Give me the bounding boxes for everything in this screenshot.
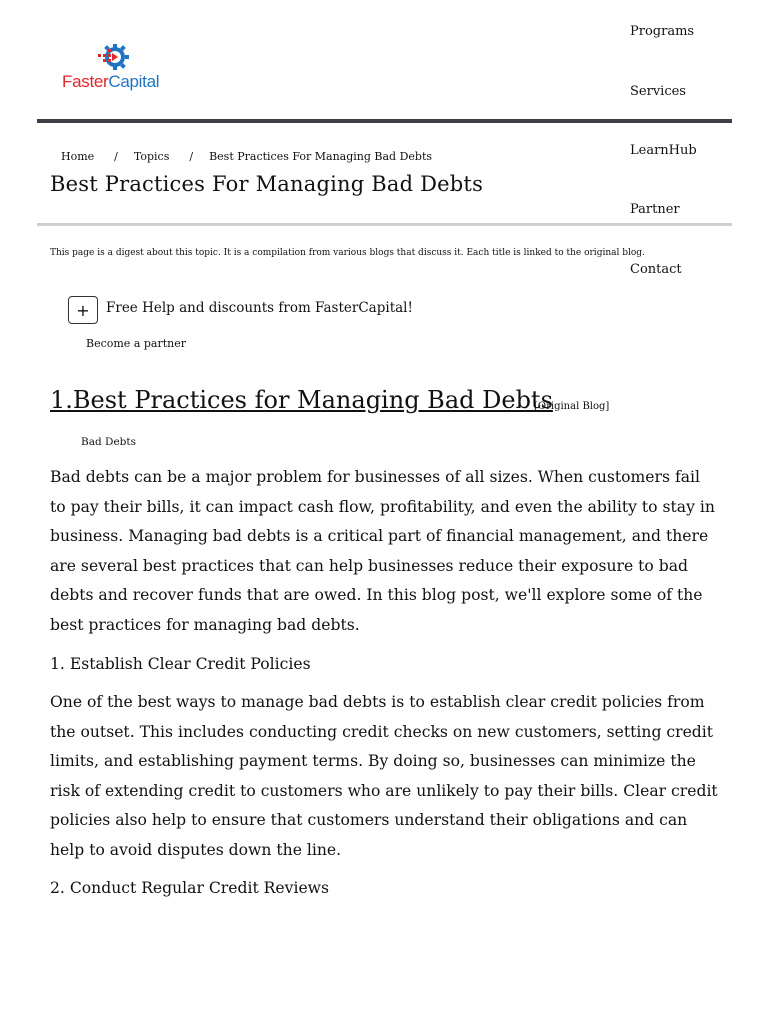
nav-item-partner[interactable]: Partner <box>630 202 680 217</box>
paragraph-text: , and establishing payment terms. By doing so, businesses can minimize the risk of <box>50 752 696 800</box>
list-heading-2 <box>50 874 720 904</box>
link-setting-credit-limits[interactable]: setting credit limits <box>50 722 714 770</box>
fastercapital-logo[interactable] <box>62 42 172 96</box>
gear-icon <box>96 42 130 72</box>
list-number: 1. <box>50 655 70 673</box>
paragraph-text: One of the best ways to manage bad debts is to establish clear credit policies from the outset. This includes conducting credit checks on new customers, <box>50 693 705 741</box>
page-title: Best Practices For Managing Bad Debts <box>50 172 484 196</box>
paragraph-text: and recover funds that are owed. In this blog post, we'll explore some of the best practices for managing <box>50 586 703 634</box>
link-extending-credit-to-customers[interactable]: extending credit to customers <box>104 781 343 800</box>
plus-icon: + <box>76 300 90 320</box>
paragraph-text: Bad debts can be a major problem for businesses of all sizes. When customers fail to pay their bills, it can <box>50 468 700 516</box>
paragraph-text: . <box>354 615 360 634</box>
breadcrumb <box>61 150 432 163</box>
paragraph-intro <box>50 463 720 640</box>
nav-item-programs[interactable]: Programs <box>630 24 695 39</box>
breadcrumb-topics[interactable]: Topics <box>133 150 170 163</box>
nav-item-contact[interactable]: Contact <box>630 262 682 277</box>
title-divider <box>37 223 732 226</box>
link-conduct-regular-credit-reviews[interactable]: Conduct Regular Credit Reviews <box>69 879 330 897</box>
paragraph-credit-policies <box>50 688 720 865</box>
link-establish-clear-credit-policies[interactable]: Establish Clear Credit Policies <box>69 655 311 673</box>
list-heading-1 <box>50 650 720 680</box>
logo-text-capital: Capital <box>108 72 160 91</box>
paragraph-text: , profitability, and even the ability to stay in business. <box>50 497 715 545</box>
nav-item-learnhub[interactable]: LearnHub <box>630 143 697 158</box>
link-bad-debts[interactable]: bad debts <box>50 556 689 604</box>
paragraph-text: who are unlikely to pay their bills. <box>342 781 624 800</box>
breadcrumb-home[interactable]: Home <box>61 150 95 163</box>
logo-text-faster: Faster <box>62 72 109 91</box>
breadcrumb-separator: / <box>114 150 118 163</box>
section-heading-link[interactable]: 1.Best Practices for Managing Bad Debts <box>50 386 553 414</box>
logo-wordmark <box>62 72 159 92</box>
paragraph-text: also help to ensure that customers understand their obligations and can help to avoid disputes down the line. <box>50 811 688 859</box>
breadcrumb-separator: / <box>189 150 194 163</box>
link-impact-cash-flow[interactable]: impact cash flow <box>238 497 371 516</box>
paragraph-text: is a critical part of financial management, and there are several best practices that can help businesses reduce their exposure to <box>50 527 709 575</box>
list-number: 2. <box>50 879 70 897</box>
header-divider <box>37 119 732 123</box>
original-blog-link[interactable]: [Original Blog] <box>534 401 610 412</box>
help-text[interactable]: Free Help and discounts from FasterCapital! <box>106 300 413 316</box>
link-bad-debts[interactable]: bad debts <box>277 615 355 634</box>
digest-note: This page is a digest about this topic. It is a compilation from various blogs that discuss it. Each title is linked to the original blog. <box>50 248 645 258</box>
become-partner-link[interactable]: Become a partner <box>86 337 186 350</box>
topic-tag[interactable]: Bad Debts <box>81 436 136 448</box>
nav-item-services[interactable]: Services <box>630 84 686 99</box>
link-clear-credit-policies[interactable]: Clear credit policies <box>50 781 718 829</box>
help-expand-button[interactable] <box>68 296 98 324</box>
breadcrumb-current: Best Practices For Managing Bad Debts <box>209 150 433 163</box>
link-managing-bad-debts[interactable]: Managing bad debts <box>128 527 291 545</box>
